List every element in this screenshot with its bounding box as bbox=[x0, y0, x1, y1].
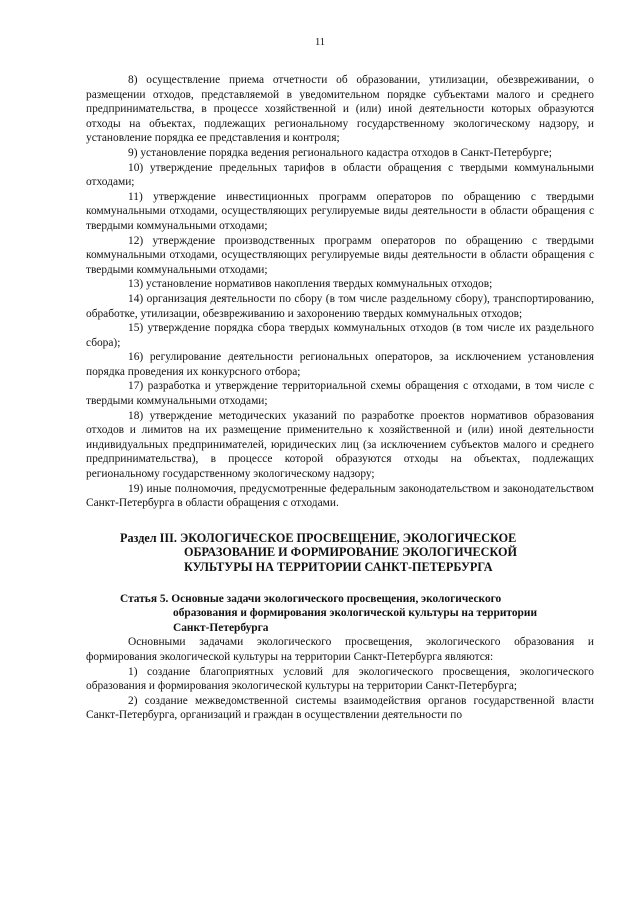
paragraph-item-16: 16) регулирование деятельности региональных операторов, за исключением установления порядка проведения их конкурсного отбора; bbox=[86, 351, 594, 378]
paragraph-item-18: 18) утверждение методических указаний по разработке проектов нормативов образования отходов и лимитов на их размещение применительно к хозяйственной и (или) иной деятельности индивидуальных предпринимателей, юридических лиц (за исключением субъектов малого и среднего предпринимательства), в процессе которой образуются отходы на объектах, подлежащих региональному государственному экологическому надзору; bbox=[86, 409, 594, 481]
paragraph-item-15: 15) утверждение порядка сбора твердых коммунальных отходов (в том числе их раздельного сбора); bbox=[86, 322, 594, 349]
article-heading-line-2: образования и формирования экологической культуры на территории bbox=[173, 607, 538, 620]
paragraph-item-9: 9) установление порядка ведения регионального кадастра отходов в Санкт-Петербурге; bbox=[128, 146, 552, 159]
section-heading-line-3: КУЛЬТУРЫ НА ТЕРРИТОРИИ САНКТ-ПЕТЕРБУРГА bbox=[184, 560, 493, 574]
paragraph-item-10: 10) утверждение предельных тарифов в области обращения с твердыми коммунальными отходами; bbox=[86, 161, 594, 189]
article-item-2: 2) создание межведомственной системы взаимодействия органов государственной власти Санкт-Петербурга, организаций и граждан в осуществлении деятельности по bbox=[86, 694, 594, 722]
article-heading-line-3: Санкт-Петербурга bbox=[173, 621, 269, 634]
paragraph-item-14: 14) организация деятельности по сбору (в том числе раздельному сбору), транспортированию, обработке, утилизации, обезвреживанию и захоронению твердых коммунальных отходов; bbox=[86, 292, 594, 320]
paragraph-item-17: 17) разработка и утверждение территориальной схемы обращения с отходами, в том числе с твердыми коммунальными отходами; bbox=[86, 380, 594, 408]
article-heading-line-1: Статья 5. Основные задачи экологического просвещения, экологического bbox=[120, 592, 502, 605]
paragraph-item-12: 12) утверждение производственных программ операторов по обращению с твердыми коммунальными отходами, осуществляющих регулируемые виды деятельности в области обращения с твердыми коммунальными отходами; bbox=[86, 234, 594, 276]
article-item-1: 1) создание благоприятных условий для экологического просвещения, экологического образования и формирования экологической культуры на территории Санкт-Петербурга; bbox=[86, 665, 594, 693]
section-heading-line-2: ОБРАЗОВАНИЕ И ФОРМИРОВАНИЕ ЭКОЛОГИЧЕСКОЙ bbox=[184, 545, 517, 560]
paragraph-item-19: 19) иные полномочия, предусмотренные федеральным законодательством и законодательством Санкт-Петербурга в области обращения с отходами. bbox=[86, 482, 594, 510]
article-heading bbox=[86, 592, 594, 636]
spacer bbox=[86, 575, 594, 592]
spacer bbox=[86, 511, 594, 531]
paragraph-item-8: 8) осуществление приема отчетности об образовании, утилизации, обезвреживании, о размещении отходов, представляемой в уведомительном порядке субъектами малого и среднего предпринимательства, в процессе хозяйственной и (или) иной деятельности которых образуются отходы на объектах, подлежащих региональному государственному экологическому надзору, и установление порядка ее представления и контроля; bbox=[86, 74, 594, 145]
section-heading-line-1: Раздел III. ЭКОЛОГИЧЕСКОЕ ПРОСВЕЩЕНИЕ, ЭКОЛОГИЧЕСКОЕ bbox=[120, 530, 517, 545]
paragraph-item-11: 11) утверждение инвестиционных программ операторов по обращению с твердыми коммунальными отходами, осуществляющих регулируемые виды деятельности в области обращения с твердыми коммунальными отходами; bbox=[86, 190, 594, 232]
article-intro-paragraph: Основными задачами экологического просвещения, экологического образования и формирования экологической культуры на территории Санкт-Петербурга являются: bbox=[86, 636, 594, 663]
section-heading bbox=[86, 531, 594, 575]
document-body bbox=[86, 73, 594, 723]
page-number: 11 bbox=[314, 37, 326, 48]
paragraph-item-13: 13) установление нормативов накопления твердых коммунальных отходов; bbox=[128, 278, 493, 291]
